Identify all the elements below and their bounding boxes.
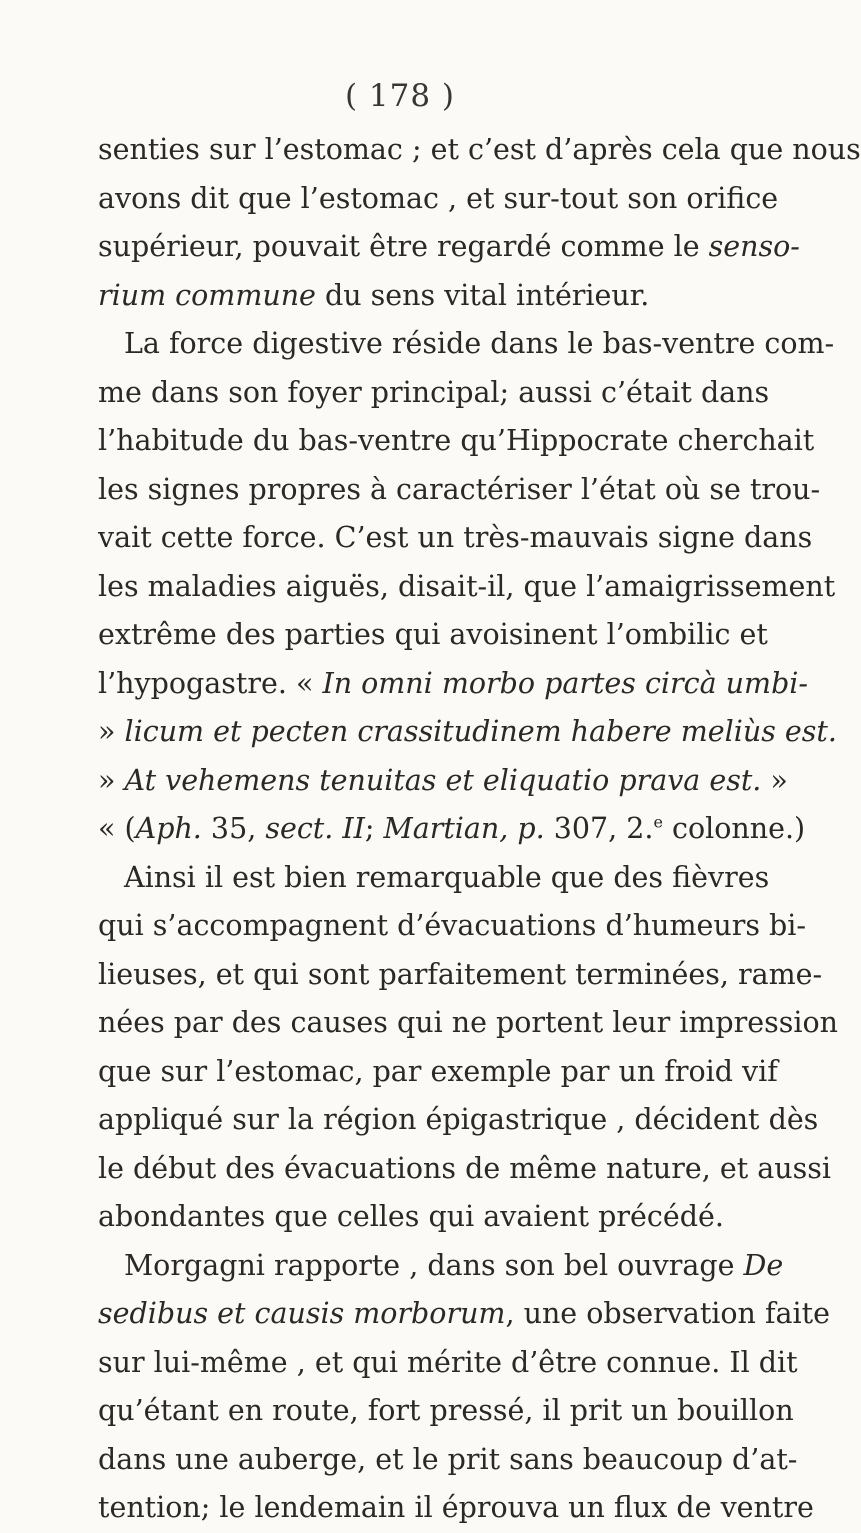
text-run: avons dit que l’estomac , et sur-tout son orifice <box>98 181 779 215</box>
text-run: , une observation faite <box>505 1297 830 1330</box>
text-run: senties sur l’estomac ; et c’est d’après cela que nous <box>98 133 861 166</box>
text-line <box>98 951 823 1000</box>
text-run: me dans son foyer principal; aussi c’était dans <box>98 375 770 409</box>
text-run: supérieur, pouvait être regardé comme le <box>98 230 709 263</box>
text-run: l’hypogastre. « <box>98 666 323 700</box>
text-run: qui s’accompagnent d’évacuations d’humeurs bi- <box>98 909 807 942</box>
text-line <box>98 466 821 515</box>
text-line <box>98 660 809 709</box>
text-line <box>98 902 807 951</box>
italic-run: senso- <box>708 230 800 263</box>
text-line <box>98 1387 794 1436</box>
text-line <box>98 320 835 369</box>
italic-run: sedibus et causis morborum <box>98 1297 506 1330</box>
text-line <box>98 611 768 660</box>
text-line <box>98 1193 755 1242</box>
text-run: La force digestive réside dans le bas-ventre com- <box>124 327 835 360</box>
text-run: ; <box>364 812 384 845</box>
text-line <box>98 1145 831 1194</box>
italic-run: rium commune <box>98 278 316 312</box>
text-line <box>98 1242 784 1291</box>
italic-run: In omni morbo partes circà umbi- <box>322 666 809 700</box>
text-line <box>98 805 806 854</box>
text-line <box>98 514 813 563</box>
text-line <box>98 272 755 321</box>
text-line <box>98 563 836 612</box>
text-line <box>98 1484 814 1533</box>
text-run: dans une auberge, et le prit sans beaucoup d’at- <box>98 1442 798 1476</box>
text-run: nées par des causes qui ne portent leur impression <box>98 1006 839 1039</box>
text-line <box>98 999 839 1048</box>
text-run: le début des évacuations de même nature, et aussi <box>98 1151 831 1185</box>
text-run: » <box>98 715 125 748</box>
text-line <box>98 1096 819 1145</box>
page-number: ( 178 ) <box>344 78 456 114</box>
text-run: 35, <box>201 812 266 845</box>
text-run: « ( <box>98 812 136 845</box>
text-run: » <box>761 763 788 797</box>
text-line <box>98 1436 798 1485</box>
text-run: colonne.) <box>662 812 806 845</box>
text-line <box>98 369 770 418</box>
text-run: les signes propres à caractériser l’état où se trou- <box>98 472 821 506</box>
text-line <box>98 223 800 272</box>
text-run: vait cette force. C’est un très-mauvais signe dans <box>98 521 813 554</box>
text-line <box>98 417 815 466</box>
text-line <box>98 1048 778 1097</box>
text-run: extrême des parties qui avoisinent l’ombilic et <box>98 618 768 651</box>
text-line <box>98 708 837 757</box>
italic-run: Aph. <box>135 812 202 845</box>
text-run: que sur l’estomac, par exemple par un froid vif <box>98 1054 778 1088</box>
text-run: » <box>98 763 125 797</box>
italic-run: At vehemens tenuitas et eliquatio prava est. <box>124 763 762 797</box>
text-run: du sens vital intérieur. <box>315 278 650 312</box>
superscript: e <box>653 812 663 832</box>
body-text <box>98 126 861 1533</box>
italic-run: Martian, p. <box>383 812 545 845</box>
text-line <box>98 854 770 903</box>
italic-run: sect. II <box>265 812 365 845</box>
text-line <box>98 757 788 806</box>
text-run: 307, 2. <box>544 812 654 845</box>
text-run: qu’étant en route, fort pressé, il prit un bouillon <box>98 1394 794 1427</box>
text-run: Ainsi il est bien remarquable que des fièvres <box>124 860 770 894</box>
text-run: abondantes que celles qui avaient précédé. <box>98 1200 724 1233</box>
text-run: Morgagni rapporte , dans son bel ouvrage <box>124 1248 744 1282</box>
text-run: tention; le lendemain il éprouva un flux de ventre <box>98 1491 814 1524</box>
text-line <box>98 175 779 224</box>
text-line <box>98 126 861 175</box>
text-run: les maladies aiguës, disait-il, que l’amaigrissement <box>98 569 836 603</box>
text-run: lieuses, et qui sont parfaitement terminées, rame- <box>98 957 823 991</box>
text-run: appliqué sur la région épigastrique , décident dès <box>98 1103 819 1136</box>
text-line <box>98 1339 798 1388</box>
italic-run: De <box>743 1248 784 1282</box>
text-run: l’habitude du bas-ventre qu’Hippocrate cherchait <box>98 424 815 457</box>
italic-run: licum et pecten crassitudinem habere meliùs est. <box>124 715 837 748</box>
text-line <box>98 1290 830 1339</box>
text-run: sur lui-même , et qui mérite d’être connue. Il dit <box>98 1345 798 1379</box>
